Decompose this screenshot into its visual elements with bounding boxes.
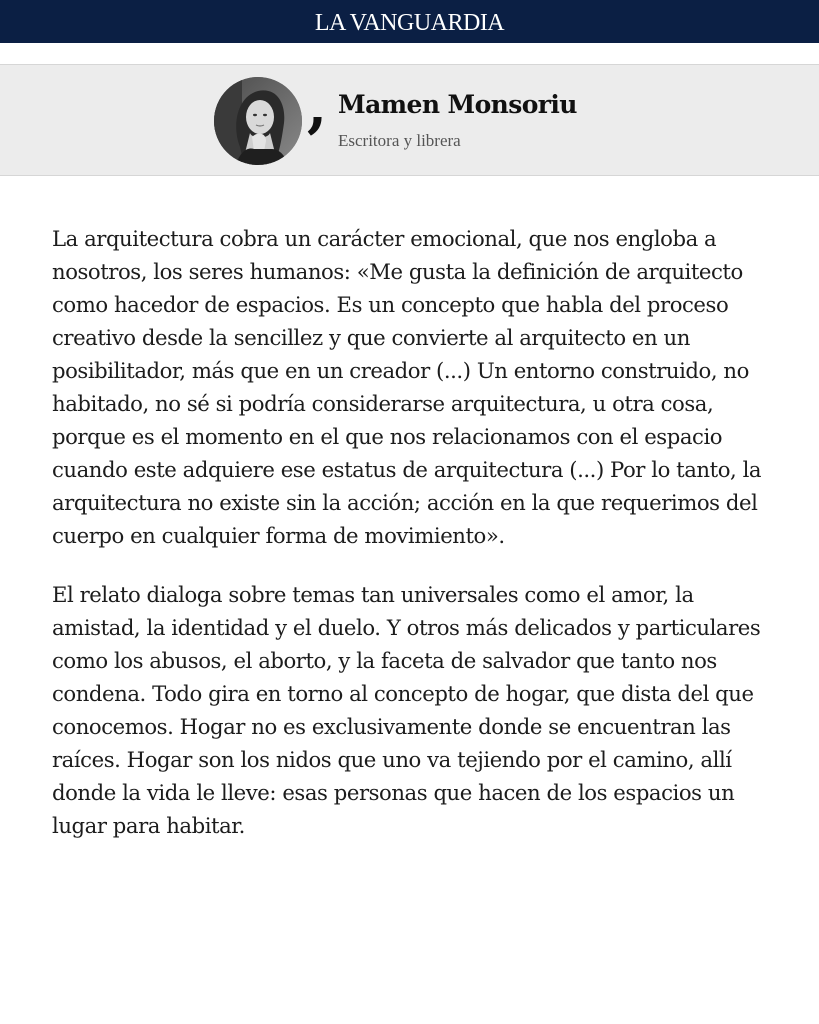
author-avatar[interactable] — [214, 77, 302, 165]
article-body — [52, 222, 782, 842]
author-strip — [0, 64, 819, 176]
article-paragraph: La arquitectura cobra un carácter emocional, que nos engloba a nosotros, los seres humanos: «Me gusta la definición de arquitecto como hacedor de espacios. Es un concepto que habla del proceso creativo desde la sencillez y que convierte al arquitecto en un posibilitador, más que en un creador (...) Un entorno construido, no habitado, no sé si podría considerarse arquitectura, u otra cosa, porque es el momento en el que nos relacionamos con el espacio cuando este adquiere ese estatus de arquitectura (...) Por lo tanto, la arquitectura no existe sin la acción; acción en la que requerimos del cuerpo en cualquier forma de movimiento». — [52, 226, 762, 548]
author-photo — [214, 77, 302, 165]
masthead — [0, 0, 819, 43]
closing-quote-icon: , — [307, 72, 328, 140]
article-paragraph: El relato dialoga sobre temas tan universales como el amor, la amistad, la identidad y el duelo. Y otros más delicados y particulares como los abusos, el aborto, y la faceta de salvador que tanto nos condena. Todo gira en torno al concepto de hogar, que dista del que conocemos. Hogar no es exclusivamente donde se encuentran las raíces. Hogar son los nidos que uno va tejiendo por el camino, allí donde la vida le lleve: esas personas que hacen de los espacios un lugar para habitar. — [52, 582, 761, 838]
author-name[interactable]: Mamen Monsoriu — [338, 90, 577, 119]
brand-logo[interactable]: LA VANGUARDIA — [314, 9, 505, 36]
author-role: Escritora y librera — [338, 131, 461, 150]
